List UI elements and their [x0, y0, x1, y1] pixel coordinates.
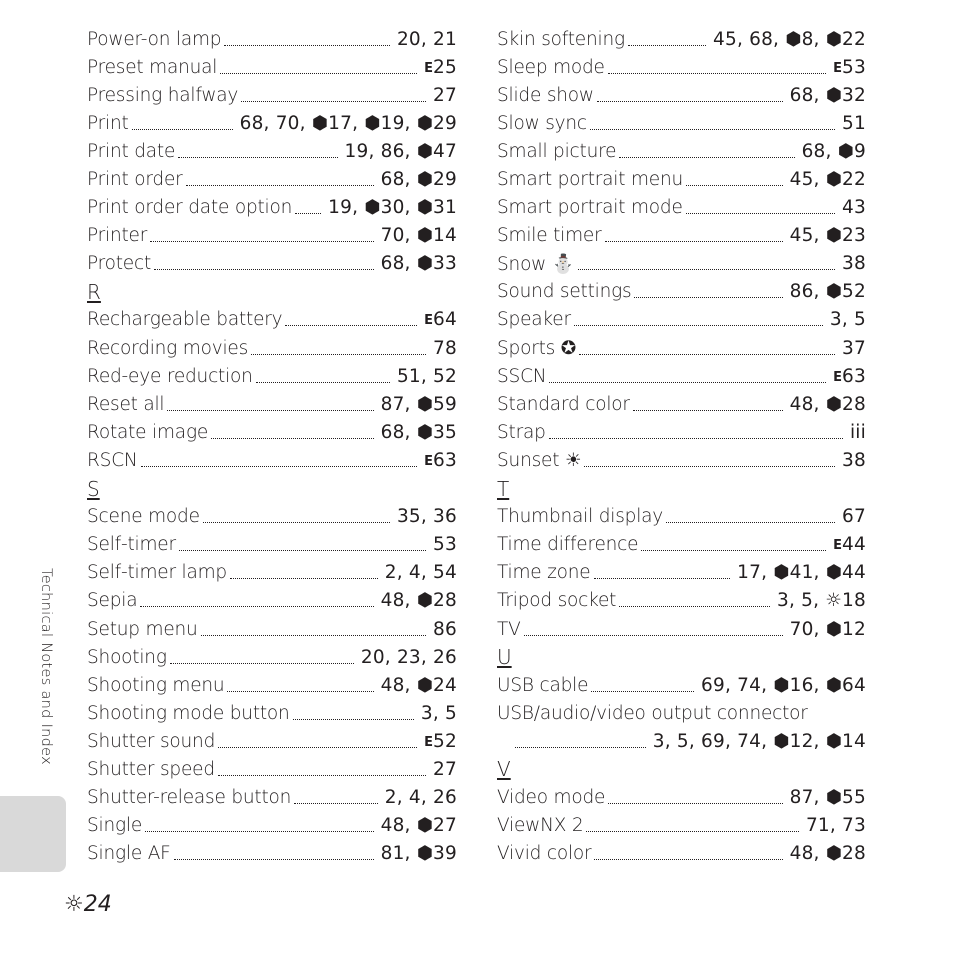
dot-leader: [203, 522, 390, 523]
entry-pages: 78: [433, 337, 457, 359]
index-entry: [497, 306, 866, 334]
entry-pages: E 63: [833, 365, 866, 387]
dot-leader: [633, 410, 783, 411]
dot-leader: [594, 578, 731, 579]
reference-section-icon: E: [833, 538, 841, 554]
entry-pages: 19, 86, ⬢47: [344, 140, 457, 162]
dot-leader: [634, 297, 782, 298]
index-entry: [497, 587, 866, 615]
index-entry: [87, 194, 457, 222]
index-entry: [87, 755, 457, 783]
reference-section-icon: E: [424, 60, 432, 76]
entry-pages: 68, 70, ⬢17, ⬢19, ⬢29: [239, 112, 457, 134]
dot-leader: [132, 129, 233, 130]
entry-term: Sleep mode: [497, 56, 605, 78]
entry-pages: 45, ⬢23: [789, 225, 866, 247]
dot-leader: [211, 438, 374, 439]
index-entry: [87, 615, 457, 643]
entry-pages: E 53: [833, 56, 866, 78]
entry-term: Shutter-release button: [87, 787, 292, 809]
index-entry: [87, 587, 457, 615]
entry-pages: 45, 68, ⬢8, ⬢22: [713, 28, 866, 50]
index-entry: [497, 671, 866, 699]
dot-leader: [201, 635, 426, 636]
entry-pages: 48, ⬢28: [380, 590, 457, 612]
entry-term: Setup menu: [87, 618, 198, 640]
dot-leader: [294, 803, 378, 804]
dot-leader: [230, 578, 378, 579]
dot-leader: [256, 382, 390, 383]
entry-pages: 2, 4, 54: [384, 562, 457, 584]
reference-section-icon: E: [424, 313, 432, 329]
dot-leader: [666, 522, 835, 523]
entry-pages: 48, ⬢27: [380, 815, 457, 837]
entry-pages: 87, ⬢59: [380, 393, 457, 415]
index-entry: [497, 194, 866, 222]
reference-section-icon: E: [424, 734, 432, 750]
dot-leader: [574, 325, 823, 326]
index-entry: [497, 812, 866, 840]
entry-term: Printer: [87, 225, 148, 247]
entry-term: ViewNX 2: [497, 815, 584, 837]
index-entry: [87, 53, 457, 81]
reference-section-icon: E: [833, 60, 841, 76]
index-entry: [497, 418, 866, 446]
page-number: ☼24: [64, 892, 112, 917]
entry-term: Print order date option: [87, 197, 293, 219]
dot-leader: [150, 241, 373, 242]
entry-term: Small picture: [497, 140, 617, 162]
dot-leader: [619, 606, 770, 607]
entry-pages: 2, 4, 26: [384, 787, 457, 809]
entry-pages: 20, 21: [396, 28, 457, 50]
entry-pages: 3, 5, ☼18: [777, 590, 866, 612]
entry-pages: 45, ⬢22: [789, 169, 866, 191]
entry-term: Single AF: [87, 843, 171, 865]
section-label: Technical Notes and Index: [38, 568, 54, 765]
index-entry: [87, 334, 457, 362]
index-entry: [87, 727, 457, 755]
entry-pages: 48, ⬢24: [380, 674, 457, 696]
dot-leader: [141, 466, 418, 467]
entry-pages: 68, ⬢9: [801, 140, 866, 162]
dot-leader: [524, 635, 783, 636]
index-entry: [497, 531, 866, 559]
entry-term: Self-timer lamp: [87, 562, 227, 584]
entry-pages: E 64: [424, 309, 457, 331]
index-entry: [87, 812, 457, 840]
entry-term: SSCN: [497, 365, 547, 387]
index-entry: [87, 699, 457, 727]
index-entry: [497, 53, 866, 81]
dot-leader: [285, 325, 417, 326]
index-entry: [87, 362, 457, 390]
index-entry: [497, 334, 866, 362]
letter-label: R: [87, 279, 101, 304]
dot-leader: [590, 129, 835, 130]
entry-term: Red-eye reduction: [87, 365, 253, 387]
entry-term: Smart portrait mode: [497, 197, 683, 219]
entry-term: Recording movies: [87, 337, 249, 359]
entry-term: Rotate image: [87, 421, 209, 443]
entry-term: Snow ⛄: [497, 253, 575, 275]
entry-pages: 51: [842, 112, 866, 134]
entry-pages: 3, 5: [829, 309, 866, 331]
entry-term: Sound settings: [497, 281, 632, 303]
dot-leader: [686, 185, 783, 186]
index-letter-heading: [87, 278, 457, 306]
entry-pages: 51, 52: [396, 365, 457, 387]
dot-leader: [186, 185, 374, 186]
entry-pages: 3, 5: [420, 702, 457, 724]
index-entry: [497, 699, 866, 727]
index-entry: [497, 222, 866, 250]
index-entry: [87, 784, 457, 812]
index-column-right: [497, 25, 866, 868]
entry-term: Strap: [497, 421, 546, 443]
entry-term: Smile timer: [497, 225, 602, 247]
dot-leader: [515, 747, 646, 748]
index-entry: [497, 278, 866, 306]
entry-term: Print order: [87, 169, 183, 191]
index-entry: [87, 222, 457, 250]
dot-leader: [220, 73, 417, 74]
entry-pages: E 52: [424, 730, 457, 752]
index-entry: [87, 671, 457, 699]
entry-pages: 68, ⬢29: [380, 169, 457, 191]
dot-leader: [218, 775, 426, 776]
entry-pages: 86, ⬢52: [789, 281, 866, 303]
entry-term: Self-timer: [87, 534, 176, 556]
entry-pages: E 44: [833, 534, 866, 556]
dot-leader: [167, 410, 373, 411]
entry-term: Time zone: [497, 562, 591, 584]
entry-term: TV: [497, 618, 521, 640]
dot-leader: [178, 157, 337, 158]
index-entry: [497, 615, 866, 643]
entry-pages: 53: [433, 534, 457, 556]
dot-leader: [628, 45, 706, 46]
dot-leader: [579, 354, 835, 355]
index-entry: [87, 306, 457, 334]
entry-term: Shooting menu: [87, 674, 225, 696]
entry-pages: 48, ⬢28: [789, 843, 866, 865]
index-entry: [497, 165, 866, 193]
index-entry: [87, 109, 457, 137]
entry-term: Protect: [87, 253, 152, 275]
entry-pages: 87, ⬢55: [789, 787, 866, 809]
entry-term: Tripod socket: [497, 590, 617, 612]
letter-label: T: [497, 476, 510, 501]
reference-section-icon: E: [424, 453, 432, 469]
tech-notes-icon: ☼: [64, 892, 84, 917]
entry-term: Single: [87, 815, 143, 837]
entry-pages: 38: [842, 449, 866, 471]
entry-pages: 20, 23, 26: [360, 646, 457, 668]
entry-pages: 37: [842, 337, 866, 359]
index-letter-heading: [87, 475, 457, 503]
entry-pages: E 63: [424, 449, 457, 471]
dot-leader: [594, 859, 782, 860]
index-entry: [497, 784, 866, 812]
letter-label: S: [87, 476, 100, 501]
index-entry: [87, 81, 457, 109]
dot-leader: [154, 269, 374, 270]
entry-pages: 67: [842, 506, 866, 528]
entry-term: Preset manual: [87, 56, 218, 78]
entry-term: Slow sync: [497, 112, 587, 134]
dot-leader: [608, 803, 782, 804]
entry-term: Shutter speed: [87, 758, 215, 780]
index-entry: [497, 559, 866, 587]
entry-term: Sunset ☀: [497, 449, 582, 471]
entry-term: Power-on lamp: [87, 28, 222, 50]
entry-pages: 70, ⬢12: [789, 618, 866, 640]
entry-term: Thumbnail display: [497, 506, 664, 528]
dot-leader: [619, 157, 794, 158]
dot-leader: [174, 859, 374, 860]
entry-pages: 27: [433, 84, 457, 106]
entry-pages: 3, 5, 69, 74, ⬢12, ⬢14: [652, 730, 866, 752]
entry-term: Vivid color: [497, 843, 592, 865]
entry-pages: 35, 36: [396, 506, 457, 528]
index-entry-continuation: [497, 727, 866, 755]
entry-term: Rechargeable battery: [87, 309, 283, 331]
entry-pages: E 25: [424, 56, 457, 78]
index-entry: [497, 250, 866, 278]
index-column-left: [87, 25, 457, 868]
entry-term: Print: [87, 112, 129, 134]
dot-leader: [608, 73, 826, 74]
index-entry: [497, 137, 866, 165]
index-entry: [87, 250, 457, 278]
index-entry: [497, 25, 866, 53]
dot-leader: [241, 101, 426, 102]
index-entry: [87, 840, 457, 868]
entry-term: Shooting mode button: [87, 702, 290, 724]
entry-term: Video mode: [497, 787, 606, 809]
index-entry: [87, 390, 457, 418]
index-letter-heading: [497, 475, 866, 503]
entry-pages: 68, ⬢35: [380, 421, 457, 443]
dot-leader: [293, 719, 414, 720]
dot-leader: [591, 691, 694, 692]
dot-leader: [605, 241, 783, 242]
entry-pages: 48, ⬢28: [789, 393, 866, 415]
index-entry: [497, 840, 866, 868]
index-entry: [497, 81, 866, 109]
entry-term: Print date: [87, 140, 176, 162]
entry-term: Sepia: [87, 590, 138, 612]
dot-leader: [686, 213, 835, 214]
index-entry: [497, 446, 866, 474]
index-entry: [87, 25, 457, 53]
index-entry: [497, 362, 866, 390]
entry-term: USB cable: [497, 674, 589, 696]
dot-leader: [597, 101, 783, 102]
dot-leader: [584, 466, 835, 467]
entry-term: Slide show: [497, 84, 594, 106]
dot-leader: [145, 831, 374, 832]
entry-pages: 43: [842, 197, 866, 219]
dot-leader: [578, 269, 835, 270]
entry-pages: 19, ⬢30, ⬢31: [328, 197, 457, 219]
entry-term: Skin softening: [497, 28, 625, 50]
entry-pages: 38: [842, 253, 866, 275]
dot-leader: [586, 831, 798, 832]
index-entry: [87, 503, 457, 531]
entry-pages: 17, ⬢41, ⬢44: [737, 562, 866, 584]
entry-term: RSCN: [87, 449, 138, 471]
entry-pages: iii: [849, 421, 866, 443]
dot-leader: [251, 354, 426, 355]
dot-leader: [549, 382, 826, 383]
entry-term: Speaker: [497, 309, 571, 331]
entry-term: Pressing halfway: [87, 84, 239, 106]
index-entry: [497, 503, 866, 531]
index-entry: [87, 418, 457, 446]
entry-pages: 69, 74, ⬢16, ⬢64: [701, 674, 866, 696]
index-letter-heading: [497, 755, 866, 783]
entry-term: Smart portrait menu: [497, 169, 684, 191]
section-tab: [0, 796, 66, 872]
index-entry: [87, 446, 457, 474]
index-entry: [87, 137, 457, 165]
dot-leader: [295, 213, 321, 214]
index-entry: [497, 109, 866, 137]
entry-term: Time difference: [497, 534, 639, 556]
dot-leader: [641, 550, 826, 551]
index-entry: [87, 643, 457, 671]
dot-leader: [170, 663, 354, 664]
entry-term: Shooting: [87, 646, 167, 668]
entry-term: Reset all: [87, 393, 165, 415]
entry-pages: 68, ⬢32: [789, 84, 866, 106]
index-entry: [87, 559, 457, 587]
index-entry: [87, 165, 457, 193]
index-letter-heading: [497, 643, 866, 671]
dot-leader: [224, 45, 390, 46]
dot-leader: [218, 747, 417, 748]
dot-leader: [140, 606, 373, 607]
entry-term: Shutter sound: [87, 730, 216, 752]
letter-label: V: [497, 757, 511, 782]
entry-term: Sports ✪: [497, 337, 577, 359]
entry-pages: 86: [433, 618, 457, 640]
letter-label: U: [497, 645, 512, 670]
entry-pages: 71, 73: [805, 815, 866, 837]
dot-leader: [179, 550, 426, 551]
dot-leader: [549, 438, 843, 439]
index-entry: [497, 390, 866, 418]
entry-pages: 68, ⬢33: [380, 253, 457, 275]
entry-pages: 81, ⬢39: [380, 843, 457, 865]
entry-term: Scene mode: [87, 506, 200, 528]
entry-pages: 70, ⬢14: [380, 225, 457, 247]
reference-section-icon: E: [833, 369, 841, 385]
entry-pages: 27: [433, 758, 457, 780]
entry-term: USB/audio/video output connector: [497, 702, 808, 724]
entry-term: Standard color: [497, 393, 630, 415]
index-entry: [87, 531, 457, 559]
dot-leader: [227, 691, 373, 692]
